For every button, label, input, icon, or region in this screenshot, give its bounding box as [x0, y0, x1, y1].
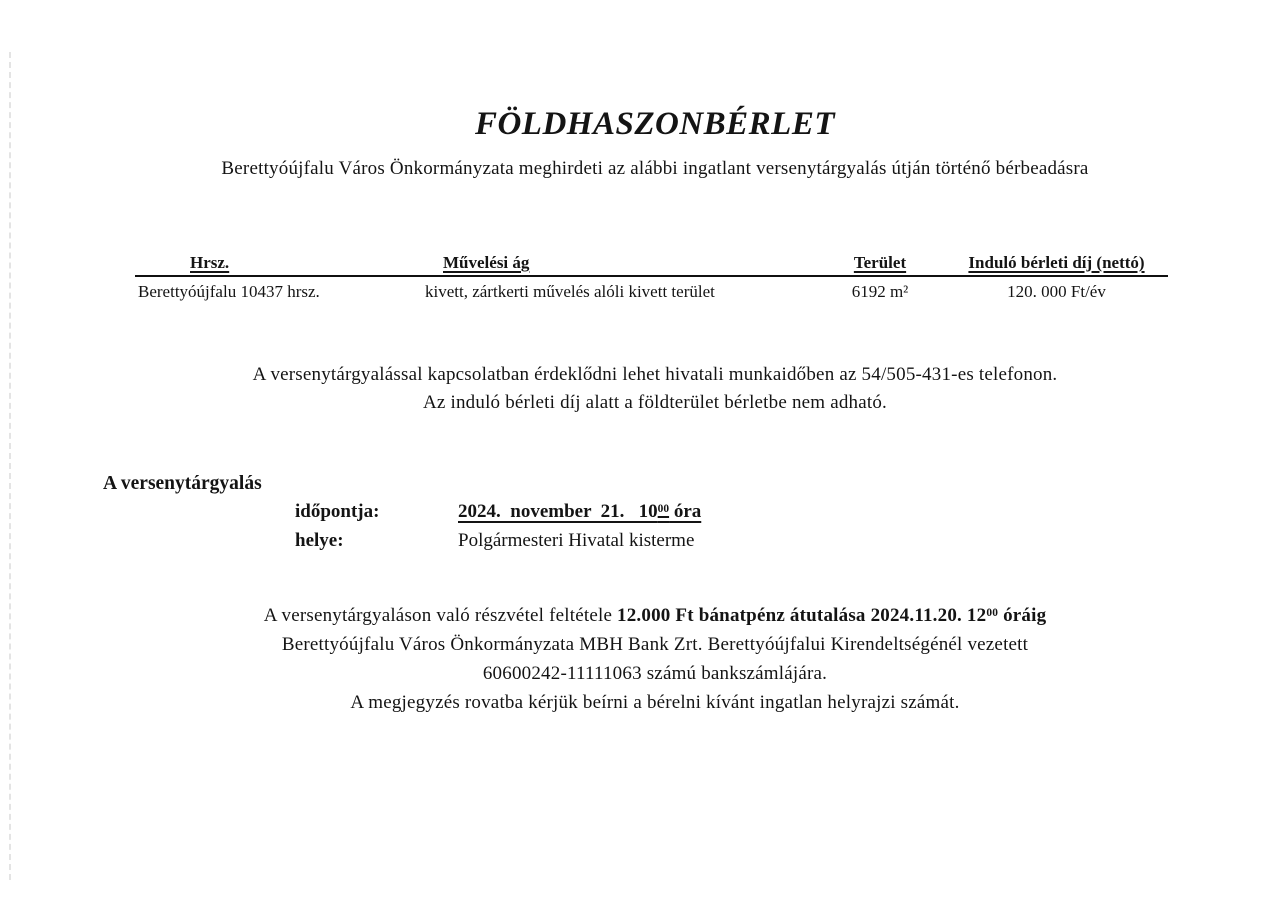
- superscript-minutes: 00: [657, 502, 670, 515]
- auction-time-text: [458, 501, 701, 522]
- terms-deposit-bold-suffix: óráig: [998, 605, 1047, 626]
- bank-branch-line: Berettyóújfalu Város Önkormányzata MBH Bank Zrt. Berettyóújfalui Kirendeltségénél vezetett: [281, 634, 1029, 655]
- auction-section-heading: A versenytárgyalás: [103, 473, 262, 494]
- document-content: [30, 0, 1280, 905]
- auction-place-value: Polgármesteri Hivatal kisterme: [458, 530, 695, 551]
- remark-instruction-line: A megjegyzés rovatba kérjük beírni a bérelni kívánt ingatlan helyrajzi számát.: [350, 692, 960, 713]
- table-header-dij: Induló bérleti díj (nettó): [968, 253, 1145, 272]
- superscript-minutes-2: 00: [986, 606, 999, 619]
- table-header-terulet: Terület: [853, 253, 907, 272]
- table-cell-muvelesi-ag: kivett, zártkerti művelés alóli kivett terület: [425, 282, 715, 301]
- auction-time-label: időpontja:: [295, 501, 380, 522]
- auction-time-suffix: óra: [669, 501, 702, 522]
- contact-info-line: A versenytárgyalással kapcsolatban érdeklődni lehet hivatali munkaidőben az 54/505-431-es telefonon.: [252, 364, 1058, 385]
- terms-deposit-bold-main: 12.000 Ft bánatpénz átutalása 2024.11.20. 12: [617, 605, 987, 626]
- table-header-row: [135, 253, 1168, 277]
- table-header-muvelesi-ag: Művelési ág: [443, 253, 530, 272]
- table-cell-hrsz: Berettyóújfalu 10437 hrsz.: [138, 282, 320, 301]
- scan-perforation-marks: [9, 52, 11, 880]
- table-cell-dij: 120. 000 Ft/év: [1007, 282, 1106, 301]
- document-title: FÖLDHASZONBÉRLET: [474, 106, 836, 142]
- auction-time-value: [458, 501, 701, 523]
- table-cell-terulet: 6192 m²: [851, 282, 909, 301]
- land-offer-table: [135, 253, 1168, 302]
- bank-account-line: 60600242-11111063 számú bankszámlájára.: [482, 663, 828, 684]
- terms-deposit-line: [30, 605, 1280, 627]
- document-subtitle: Berettyóújfalu Város Önkormányzata meghirdeti az alábbi ingatlant versenytárgyalás útján történő bérbeadásra: [221, 158, 1089, 179]
- table-header-hrsz: Hrsz.: [190, 253, 230, 272]
- auction-place-label: helye:: [295, 530, 344, 551]
- terms-deposit-bold: [617, 605, 1046, 626]
- minimum-rent-line: Az induló bérleti díj alatt a földterület bérletbe nem adható.: [422, 392, 887, 413]
- auction-time-main: 2024. november 21. 10: [458, 501, 658, 522]
- table-row: [135, 277, 1168, 302]
- terms-deposit-normal: A versenytárgyaláson való részvétel feltétele: [263, 605, 618, 626]
